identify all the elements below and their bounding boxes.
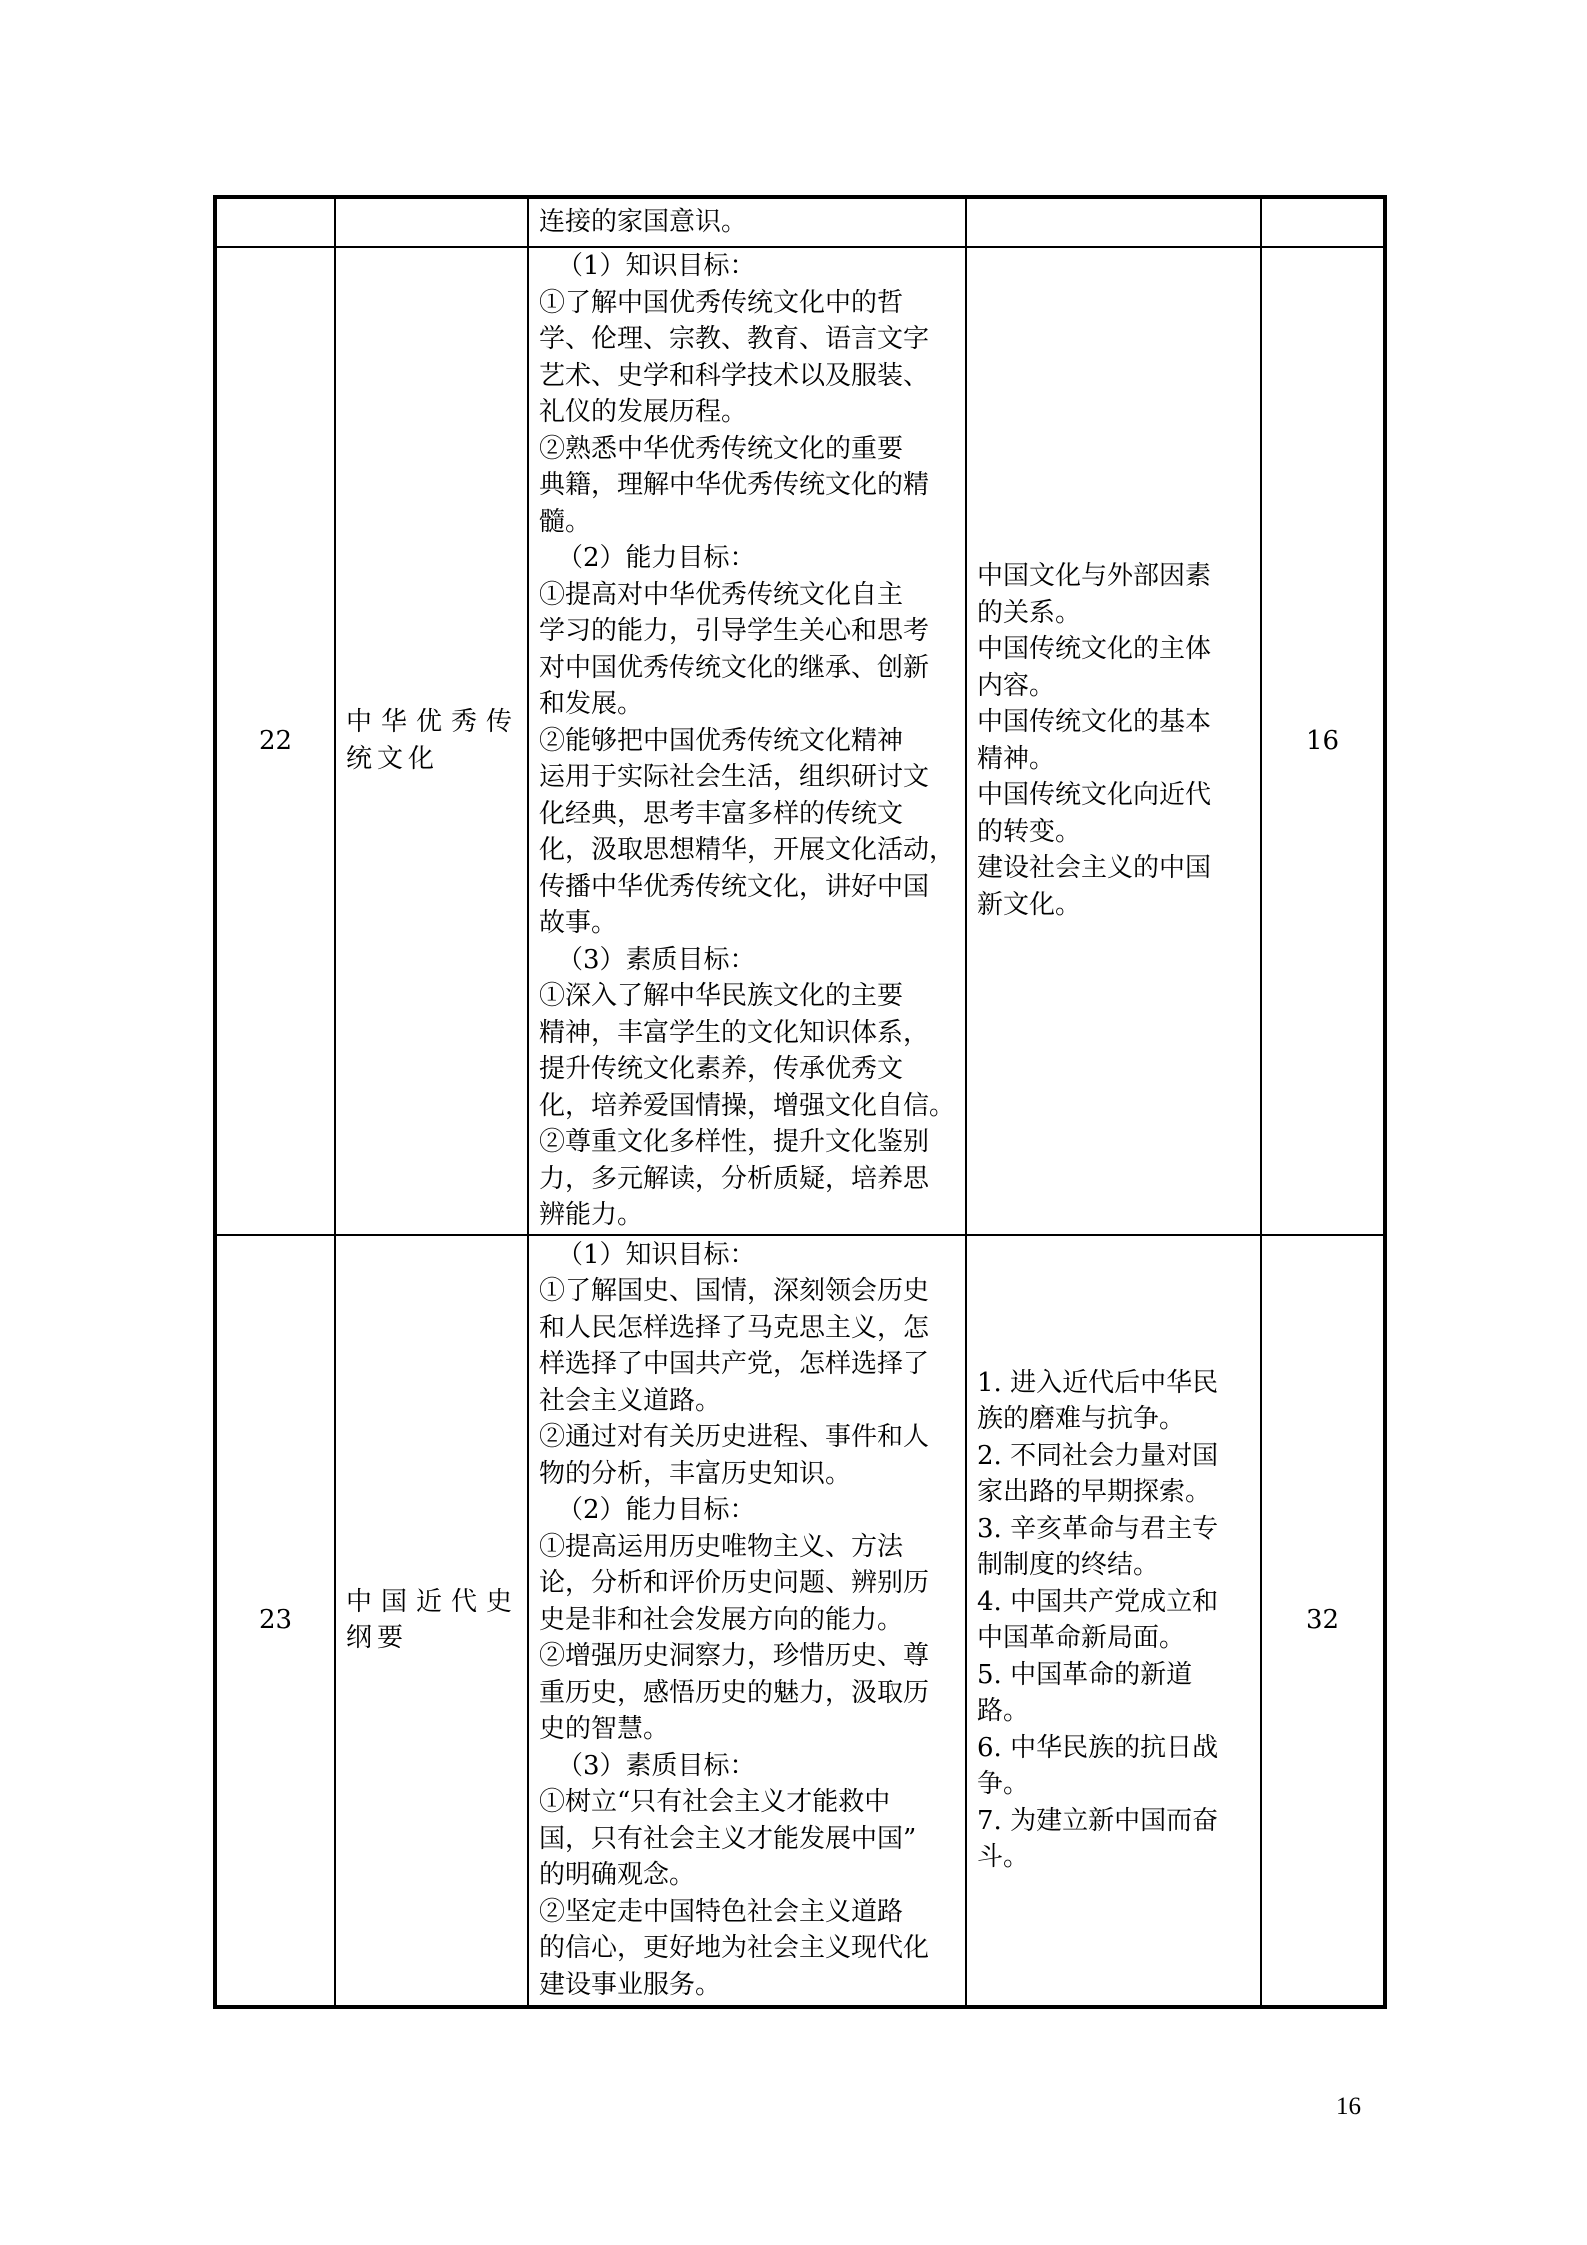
table-row [215, 1235, 1385, 2007]
objective-line: 和人民怎样选择了马克思主义，怎 [539, 1312, 930, 1343]
content-line: 3. 辛亥革命与君主专 [977, 1513, 1219, 1544]
course-number: 22 [215, 247, 335, 1235]
objectives-list [539, 248, 955, 1234]
content-list [977, 558, 1250, 923]
objective-line: ②坚定走中国特色社会主义道路 [539, 1896, 904, 1927]
content-cell [966, 197, 1261, 247]
objectives-cell [528, 197, 966, 247]
content-line: 的转变。 [977, 816, 1082, 847]
objective-line: 社会主义道路。 [539, 1385, 722, 1416]
objective-line: 国，只有社会主义才能发展中国” [539, 1823, 917, 1854]
course-name: 中国近代史纲要 [335, 1235, 528, 2007]
content-line: 中国传统文化的基本 [977, 707, 1212, 738]
objective-heading: （3）素质目标： [557, 1750, 756, 1781]
objective-line: ①深入了解中华民族文化的主要 [539, 981, 904, 1011]
objective-line: 史的智慧。 [539, 1714, 670, 1745]
content-line: 族的磨难与抗争。 [977, 1404, 1186, 1434]
content-line: 斗。 [977, 1842, 1030, 1872]
objective-line: 物的分析，丰富历史知识。 [539, 1458, 852, 1489]
course-name: 中华优秀传统文化 [335, 247, 528, 1235]
objective-line: 建设事业服务。 [539, 1969, 722, 2000]
objective-line: 故事。 [539, 908, 618, 938]
content-line: 中国传统文化的主体 [977, 634, 1212, 665]
objective-line: ①提高对中华优秀传统文化自主 [539, 579, 904, 610]
content-line: 7. 为建立新中国而奋 [977, 1805, 1219, 1836]
objectives-cell [528, 247, 966, 1235]
table-row-continued [215, 197, 1385, 247]
objective-line: 化，汲取思想精华，开展文化活动， [539, 835, 956, 865]
content-list [977, 1365, 1250, 1876]
objective-line: 对中国优秀传统文化的继承、创新 [539, 652, 930, 683]
course-name-cell [335, 197, 528, 247]
content-line: 4. 中国共产党成立和 [977, 1586, 1219, 1617]
course-table [213, 195, 1387, 2009]
objective-line: ①了解中国优秀传统文化中的哲 [539, 287, 904, 318]
objective-line: 典籍，理解中华优秀传统文化的精 [539, 470, 930, 500]
content-line: 路。 [977, 1696, 1030, 1726]
objective-line: 化经典，思考丰富多样的传统文 [539, 798, 904, 829]
content-line: 家出路的早期探索。 [977, 1477, 1212, 1507]
objective-line: ②熟悉中华优秀传统文化的重要 [539, 433, 904, 464]
content-line: 中国传统文化向近代 [977, 780, 1212, 811]
objective-line: 艺术、史学和科学技术以及服装、 [539, 360, 930, 391]
objective-line: ②尊重文化多样性，提升文化鉴别 [539, 1127, 930, 1157]
objective-line: 髓。 [539, 506, 592, 537]
objective-line: 论，分析和评价历史问题、辨别历 [539, 1568, 930, 1599]
objective-heading: （2）能力目标： [557, 1495, 756, 1526]
objective-line: 史是非和社会发展方向的能力。 [539, 1604, 904, 1635]
objective-heading: （3）素质目标： [557, 944, 756, 975]
objective-line: 的信心，更好地为社会主义现代化 [539, 1933, 930, 1964]
course-hours: 32 [1261, 1235, 1385, 2007]
objective-line: ①了解国史、国情，深刻领会历史 [539, 1276, 930, 1307]
objective-line: 传播中华优秀传统文化，讲好中国 [539, 871, 930, 902]
content-line: 建设社会主义的中国 [977, 853, 1212, 884]
page-number: 16 [1336, 2093, 1361, 2120]
objective-line: ①提高运用历史唯物主义、方法 [539, 1531, 904, 1562]
content-line: 中国文化与外部因素 [977, 561, 1212, 592]
content-line: 的关系。 [977, 597, 1082, 628]
objective-heading: （1）知识目标： [557, 1239, 756, 1270]
objective-heading: （1）知识目标： [557, 251, 756, 281]
num-cell [215, 197, 335, 247]
objective-line: ②能够把中国优秀传统文化精神 [539, 725, 904, 756]
table-row [215, 247, 1385, 1235]
objective-line: ①树立“只有社会主义才能救中 [539, 1787, 891, 1818]
objective-line: 辨能力。 [539, 1200, 644, 1230]
content-cell [966, 1235, 1261, 2007]
course-hours: 16 [1261, 247, 1385, 1235]
content-line: 制制度的终结。 [977, 1550, 1160, 1580]
objective-line: ②通过对有关历史进程、事件和人 [539, 1422, 930, 1453]
objectives-cell [528, 1235, 966, 2007]
objective-line: 学、伦理、宗教、教育、语言文字 [539, 324, 930, 354]
course-number: 23 [215, 1235, 335, 2007]
objective-line: 礼仪的发展历程。 [539, 397, 748, 427]
objective-line: 提升传统文化素养，传承优秀文 [539, 1054, 904, 1084]
content-line: 精神。 [977, 743, 1056, 774]
content-line: 1. 进入近代后中华民 [977, 1367, 1219, 1398]
objective-line: 和发展。 [539, 689, 644, 719]
objective-line: 化，培养爱国情操，增强文化自信。 [539, 1090, 956, 1121]
objective-line: 连接的家国意识。 [539, 207, 748, 238]
objective-line: 的明确观念。 [539, 1860, 696, 1891]
objective-line: 力，多元解读，分析质疑，培养思 [539, 1163, 930, 1194]
objectives-list [539, 1237, 955, 2004]
content-line: 5. 中国革命的新道 [977, 1659, 1193, 1690]
objective-line: 精神，丰富学生的文化知识体系， [539, 1017, 930, 1048]
content-line: 内容。 [977, 670, 1056, 701]
content-line: 新文化。 [977, 889, 1082, 920]
content-cell [966, 247, 1261, 1235]
objective-line: 学习的能力，引导学生关心和思考 [539, 616, 930, 646]
objective-line: 重历史，感悟历史的魅力，汲取历 [539, 1677, 930, 1708]
objective-line: 运用于实际社会生活，组织研讨文 [539, 762, 930, 792]
objective-line: 样选择了中国共产党，怎样选择了 [539, 1349, 930, 1380]
content-line: 6. 中华民族的抗日战 [977, 1732, 1219, 1763]
content-line: 争。 [977, 1769, 1030, 1799]
content-line: 2. 不同社会力量对国 [977, 1440, 1219, 1471]
hours-cell [1261, 197, 1385, 247]
objective-line: ②增强历史洞察力，珍惜历史、尊 [539, 1641, 930, 1672]
content-line: 中国革命新局面。 [977, 1623, 1186, 1653]
objective-heading: （2）能力目标： [557, 543, 756, 573]
